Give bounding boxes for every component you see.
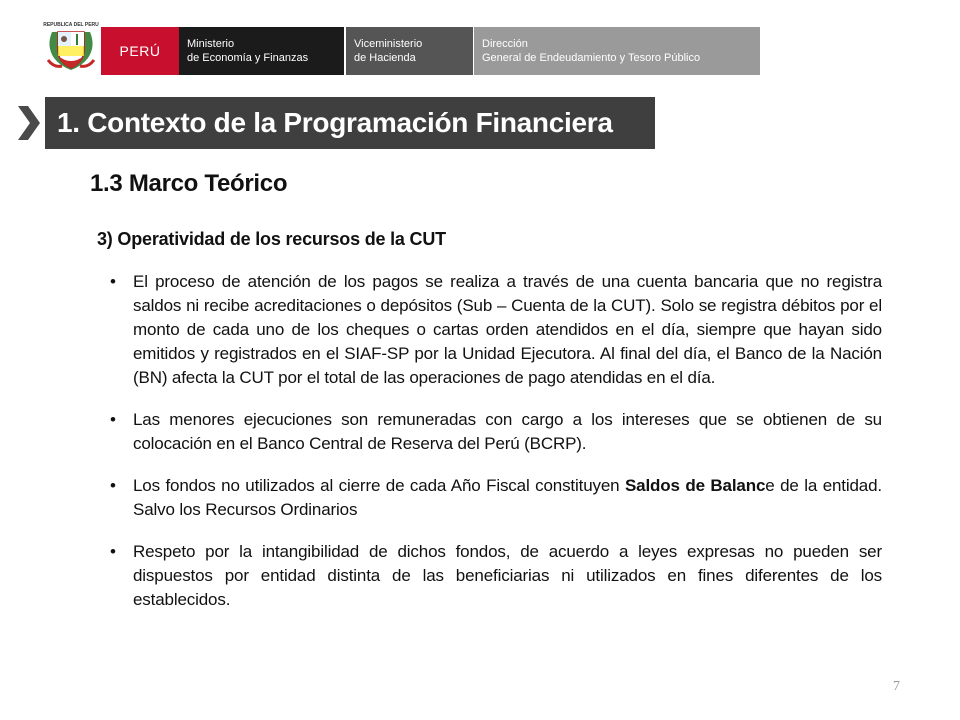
page-number: 7 xyxy=(893,679,900,694)
list-item xyxy=(110,540,882,612)
section-title: 1. Contexto de la Programación Financiera xyxy=(45,97,655,149)
bullet-text-post: e de la entidad. Salvo los Recursos Ordinarios xyxy=(133,476,882,519)
bullet-text: El proceso de atención de los pagos se realiza a través de una cuenta bancaria que no registra saldos ni recibe acreditaciones o depósitos (Sub – Cuenta de la CUT). Solo se registra débitos por el monto de cada uno de los cheques o cartas orden atendidos en el día, siempre que hayan sido emitidos y registrados en el SIAF-SP por la Unidad Ejecutora. Al final del día, el Banco de la Nación (BN) afecta la CUT por el total de las operaciones de pago atendidas en el día. xyxy=(133,272,882,387)
bullet-icon: • xyxy=(110,476,116,495)
country-text: PERÚ xyxy=(119,43,161,59)
viceministry-block xyxy=(346,27,473,75)
bullet-text: Respeto por la intangibilidad de dichos fondos, de acuerdo a leyes expresas no pueden ser dispuestos por entidad distinta de las beneficiarias ni utilizados en fines diferentes de los establecidos. xyxy=(133,542,882,609)
country-label xyxy=(101,27,179,75)
bullet-text-pre: Los fondos no utilizados al cierre de cada Año Fiscal constituyen xyxy=(133,476,625,495)
coat-of-arms-icon xyxy=(42,20,100,74)
bullet-icon: • xyxy=(110,542,116,561)
bullet-icon: • xyxy=(110,272,116,291)
direction-block xyxy=(474,27,760,75)
bullet-list xyxy=(110,270,882,630)
subtitle: 1.3 Marco Teórico xyxy=(90,170,288,197)
ministry-block xyxy=(179,27,344,75)
vice-line2: de Hacienda xyxy=(354,52,416,64)
vice-line1: Viceministerio xyxy=(354,38,423,50)
coat-text: REPUBLICA DEL PERU xyxy=(43,22,99,28)
subheading: 3) Operatividad de los recursos de la CUT xyxy=(97,229,446,249)
ministry-line1: Ministerio xyxy=(187,38,235,50)
bullet-icon: • xyxy=(110,410,116,429)
list-item xyxy=(110,270,882,390)
ministry-line2: de Economía y Finanzas xyxy=(187,52,309,64)
bullet-text-bold: Saldos de Balanc xyxy=(624,476,766,495)
bullet-text: Las menores ejecuciones son remuneradas con cargo a los intereses que se obtienen de su colocación en el Banco Central de Reserva del Perú (BCRP). xyxy=(133,410,882,453)
direction-line1: Dirección xyxy=(482,38,528,50)
direction-line2: General de Endeudamiento y Tesoro Público xyxy=(482,52,701,64)
list-item xyxy=(110,408,882,456)
list-item xyxy=(110,474,882,522)
chevron-right-icon xyxy=(14,104,42,142)
